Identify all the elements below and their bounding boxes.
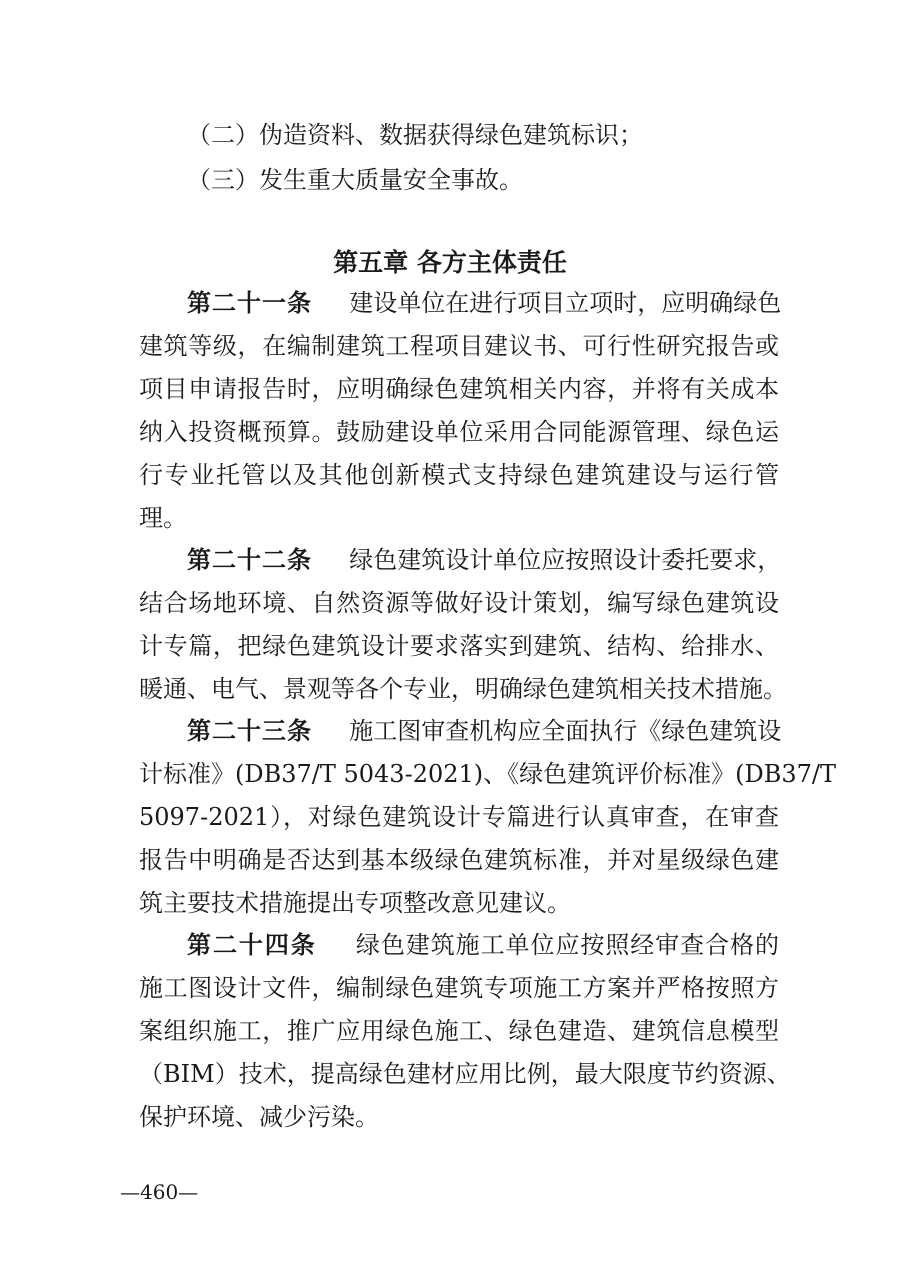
article-24-first-line: [187, 925, 779, 965]
article-23-line-1: 计标准》(DB37/T 5043-2021)、《绿色建筑评价标准》(DB37/T: [139, 760, 837, 788]
article-21-line-0: 建设单位在进行项目立项时，应明确绿色: [349, 289, 782, 317]
article-23-line-0: 施工图审查机构应全面执行《绿色建筑设: [349, 717, 782, 745]
article-23-line-4: 筑主要技术措施提出专项整改意见建议。: [139, 889, 571, 917]
article-22-line-3: 暖通、电气、景观等各个专业，明确绿色建筑相关技术措施。: [139, 675, 787, 703]
article-24-line-2: 案组织施工，推广应用绿色施工、绿色建造、建筑信息模型: [139, 1017, 779, 1045]
chapter-title: 第五章 各方主体责任: [333, 248, 567, 277]
article-21-line-3: 纳入投资概预算。鼓励建设单位采用合同能源管理、绿色运: [139, 418, 779, 446]
article-24-line-4: 保护环境、减少污染。: [139, 1103, 379, 1131]
article-22-first-line: [187, 540, 782, 580]
article-22-label: 第二十二条: [187, 546, 312, 574]
article-21-line-1: 建筑等级，在编制建筑工程项目建议书、可行性研究报告或: [139, 332, 779, 360]
article-21-line-4: 行专业托管以及其他创新模式支持绿色建筑建设与运行管: [139, 461, 779, 489]
article-21-label: 第二十一条: [187, 289, 312, 317]
page-number: —460—: [120, 1180, 199, 1204]
article-23-label: 第二十三条: [187, 717, 312, 745]
article-24-line-3: （BIM）技术，提高绿色建材应用比例，最大限度节约资源、: [139, 1060, 791, 1088]
article-23-first-line: [187, 711, 782, 751]
article-23-line-2: 5097-2021），对绿色建筑设计专篇进行认真审查，在审查: [139, 803, 779, 831]
article-24-label: 第二十四条: [187, 931, 317, 959]
article-22-line-1: 结合场地环境、自然资源等做好设计策划，编写绿色建筑设: [139, 589, 779, 617]
article-22-line-0: 绿色建筑设计单位应按照设计委托要求，: [349, 546, 782, 574]
list-item-3: （三）发生重大质量安全事故。: [187, 166, 523, 194]
article-21-first-line: [187, 283, 782, 323]
article-22-line-2: 计专篇，把绿色建筑设计要求落实到建筑、结构、给排水、: [139, 632, 779, 660]
article-21-line-2: 项目申请报告时，应明确绿色建筑相关内容，并将有关成本: [139, 375, 779, 403]
article-23-line-3: 报告中明确是否达到基本级绿色建筑标准，并对星级绿色建: [139, 846, 779, 874]
article-21-line-5: 理。: [139, 504, 187, 532]
list-item-2: （二）伪造资料、数据获得绿色建筑标识；: [187, 121, 643, 149]
article-24-line-1: 施工图设计文件，编制绿色建筑专项施工方案并严格按照方: [139, 974, 779, 1002]
article-24-line-0: 绿色建筑施工单位应按照经审查合格的: [355, 931, 779, 959]
